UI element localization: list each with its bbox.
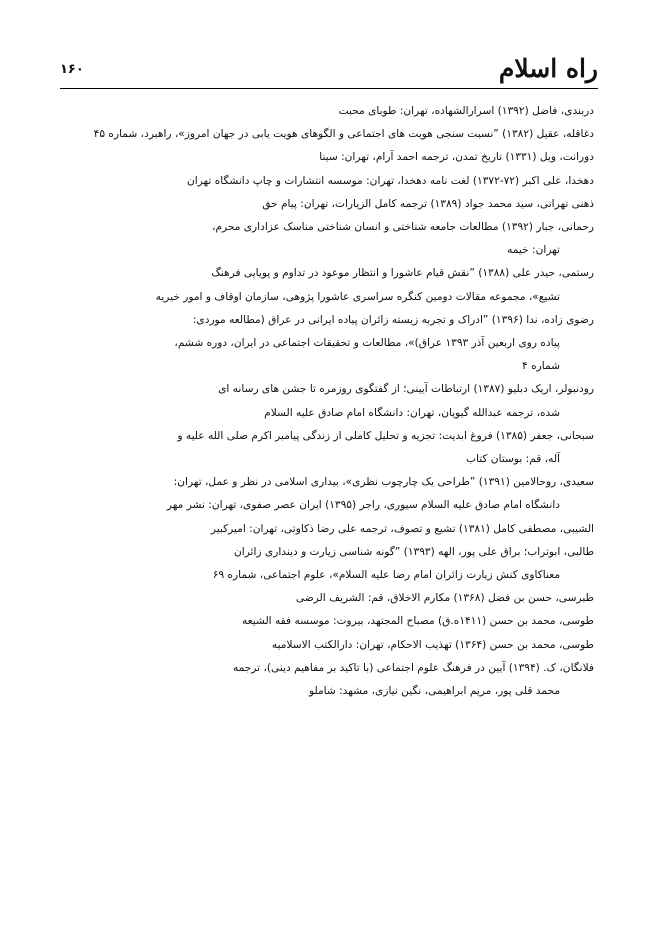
reference-entry: [60, 309, 594, 379]
reference-text-continued: تشیع»، مجموعه مقالات دومین کنگره سراسری عاشورا پژوهی، سازمان اوقاف و امور خیریه: [155, 290, 560, 303]
reference-text: طوسی، محمد بن حسن (۱۳۶۴) تهذیب الاحکام، تهران: دارالکتب الاسلامیه: [271, 638, 594, 651]
reference-text: فلانگان، ک. (۱۳۹۴) آیین در فرهنگ علوم اجتماعی (با تاکید بر مفاهیم دینی)، ترجمه: [232, 661, 594, 674]
reference-text-continued: شده، ترجمه عبدالله گیویان، تهران: دانشگاه امام صادق علیه السلام: [264, 406, 560, 419]
reference-entry: [60, 216, 594, 262]
reference-text: الشیبی، مصطفی کامل (۱۳۸۱) تشیع و تصوف، ترجمه علی رضا ذکاوتی، تهران: امیرکبیر: [210, 522, 594, 535]
reference-text-continued: پیاده روی اربعین آذر ۱۳۹۳ عراق)»، مطالعات و تحقیقات اجتماعی در ایران، دوره ششم،: [174, 337, 560, 350]
reference-entry: [60, 518, 594, 541]
reference-entry: [60, 146, 594, 169]
reference-entry: [60, 634, 594, 657]
reference-entry: [60, 193, 594, 216]
reference-text: رودنبولر، اریک دبلیو (۱۳۸۷) ارتباطات آیینی؛ از گفتگوی روزمره تا جشن های رسانه ای: [218, 383, 594, 396]
reference-text: طبرسی، حسن بن فضل (۱۳۶۸) مکارم الاخلاق، قم: الشریف الرضی: [295, 592, 594, 605]
reference-text-continued: معناکاوی کنش زیارت زائران امام رضا علیه السلام»، علوم اجتماعی، شماره ۶۹: [212, 569, 560, 582]
reference-text: رستمی، حیدر علی (۱۳۸۸) ”نقش قیام عاشورا و انتظار موعود در تداوم و پویایی فرهنگ: [211, 267, 594, 280]
reference-text: طالبی، ابوتراب؛ براق علی پور، الهه (۱۳۹۳) ”گونه شناسی زیارت و دینداری زائران: [233, 545, 594, 558]
reference-text-continued: آله، قم: بوستان کتاب: [466, 453, 560, 466]
reference-text: دورانت، ویل (۱۳۳۱) تاریخ تمدن، ترجمه احمد آرام، تهران: سینا: [319, 151, 594, 164]
reference-text-continued: شماره ۴: [522, 360, 560, 373]
reference-text: دهخدا، علی اکبر (۷۲-۱۳۷۲) لغت نامه دهخدا، تهران: موسسه انتشارات و چاپ دانشگاه تهران: [186, 174, 594, 187]
reference-entry: [60, 610, 594, 633]
reference-text: دربندی، فاضل (۱۳۹۲) اسرارالشهاده، تهران: طوبای محبت: [338, 105, 594, 117]
reference-text: طوسی، محمد بن حسن (۱۴۱۱ه.ق) مصباح المجتهد، بیروت: موسسه فقه الشیعه: [242, 615, 594, 628]
reference-entry: [60, 378, 594, 424]
reference-list: [60, 100, 594, 703]
reference-text: ذهنی تهرانی، سید محمد جواد (۱۳۸۹) ترجمه کامل الزیارات، تهران: پیام حق: [262, 197, 594, 210]
reference-entry: [60, 587, 594, 610]
page-header: [60, 50, 598, 90]
reference-entry: [60, 170, 594, 193]
reference-entry: [60, 471, 594, 517]
reference-text-continued: محمد قلی پور، مریم ابراهیمی، نگین نیازی، مشهد: شاملو: [308, 685, 560, 698]
journal-title: راه اسلام: [498, 54, 598, 83]
reference-text: دغاقله، عقیل (۱۳۸۲) ”نسبت سنجی هویت های اجتماعی و الگوهای هویت یابی در جهان امروز»، راهبرد، شماره ۴۵: [93, 128, 594, 141]
reference-text-continued: تهران: خیمه: [507, 244, 560, 257]
reference-text: سعیدی، روحالامین (۱۳۹۱) ”طراحی یک چارچوب نظری»، بیداری اسلامی در نظر و عمل، تهران:: [173, 476, 594, 489]
reference-entry: [60, 100, 594, 123]
reference-entry: [60, 541, 594, 587]
reference-entry: [60, 657, 594, 703]
reference-text: رحمانی، جبار (۱۳۹۲) مطالعات جامعه شناختی و انسان شناختی مناسک عزاداری محرم،: [212, 221, 594, 234]
reference-text: سبحانی، جعفر (۱۳۸۵) فروغ ابدیت: تجزیه و تحلیل کاملی از زندگی پیامبر اکرم صلی الله علیه و: [177, 429, 594, 442]
page-number: ۱۶۰: [60, 62, 84, 77]
reference-text: رضوی زاده، ندا (۱۳۹۶) ”ادراک و تجربه زیسته زائران پیاده ایرانی در عراق (مطالعه موردی:: [192, 313, 594, 326]
reference-entry: [60, 425, 594, 471]
reference-entry: [60, 123, 594, 146]
header-divider: [60, 88, 598, 89]
reference-text-continued: دانشگاه امام صادق علیه السلام سیوری، راجر (۱۳۹۵) ایران عصر صفوی، تهران: نشر مهر: [166, 499, 560, 512]
reference-entry: [60, 262, 594, 308]
